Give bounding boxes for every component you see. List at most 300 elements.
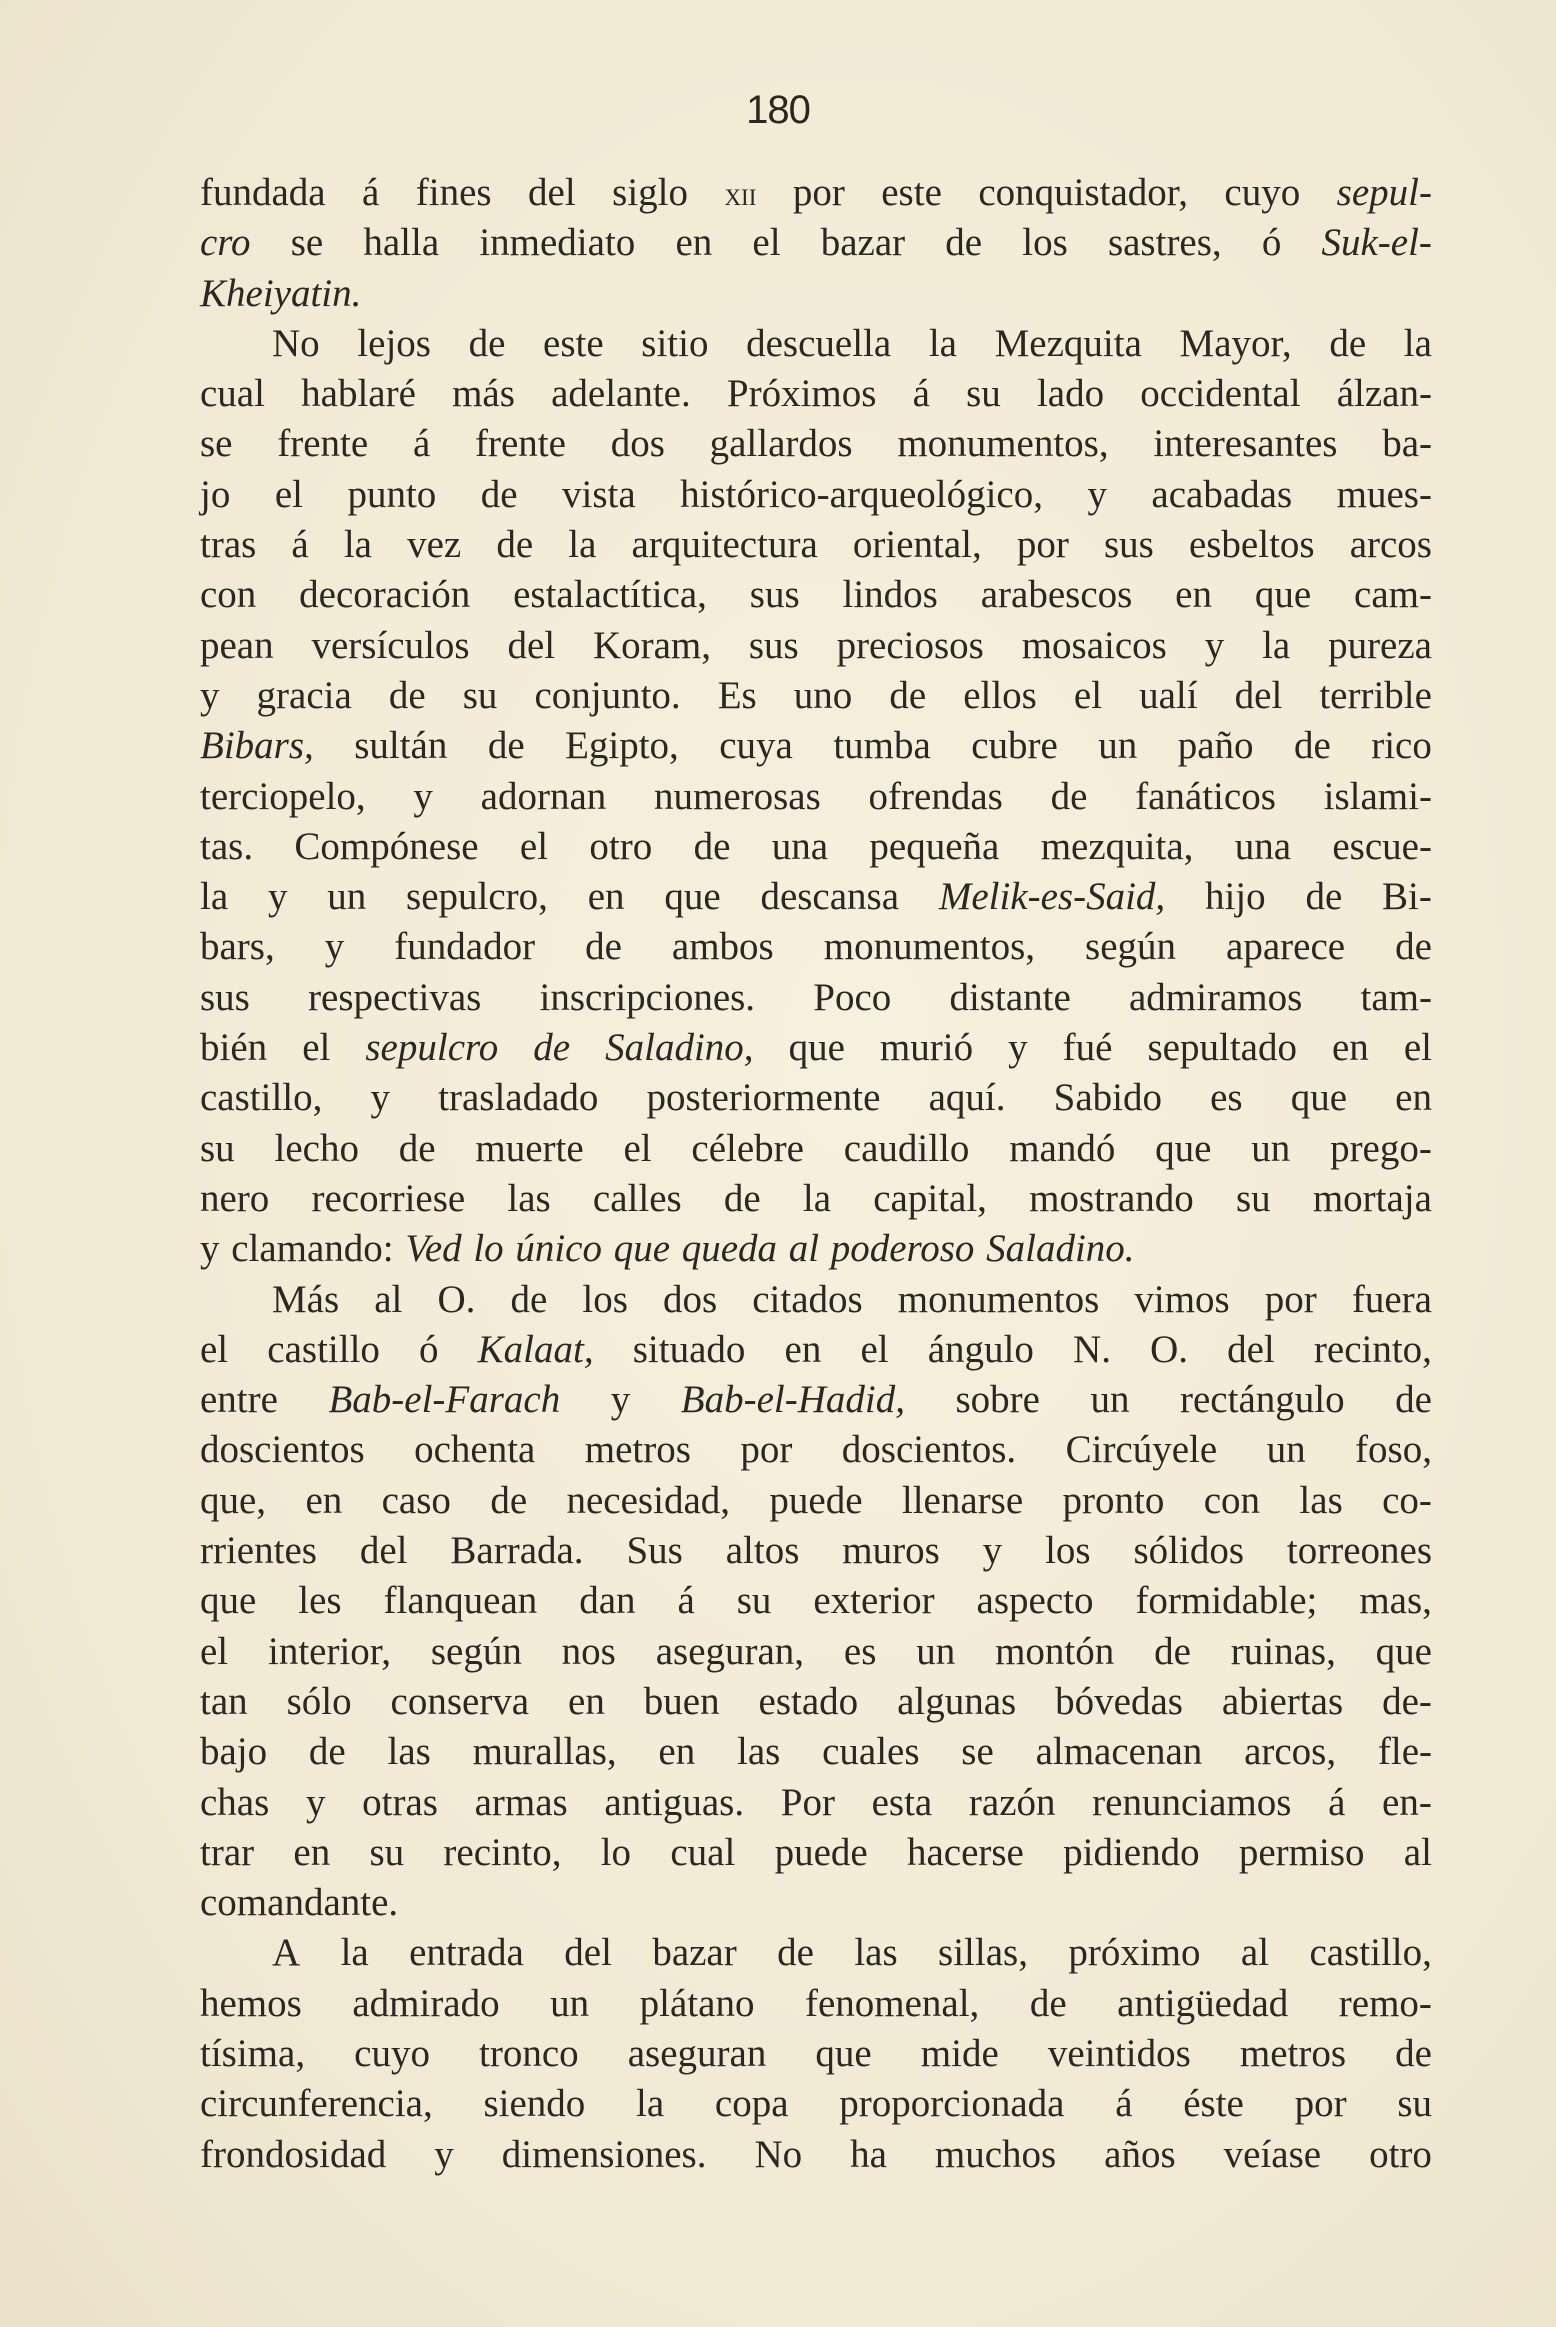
word: fundada <box>200 171 326 214</box>
word: que <box>1155 1126 1212 1170</box>
word: inscripciones. <box>539 975 756 1019</box>
text-line <box>200 168 1432 218</box>
word: una <box>1234 824 1292 868</box>
word: y <box>370 1076 391 1120</box>
word: Por <box>780 1780 835 1824</box>
word: acabadas <box>1151 472 1293 516</box>
word: jo <box>200 472 231 516</box>
word: muchos <box>934 2132 1057 2176</box>
word: se <box>290 221 324 265</box>
word: bajo <box>200 1730 268 1774</box>
word: Es <box>717 673 757 717</box>
word: recinto, <box>443 1830 562 1874</box>
word: su <box>736 1579 772 1623</box>
word: el <box>752 221 781 265</box>
word: xii <box>724 176 757 213</box>
word: circunferencia, <box>200 2082 433 2126</box>
text-line <box>200 1325 1432 1375</box>
text-line <box>200 721 1432 771</box>
word: arcos, <box>1244 1730 1337 1774</box>
word: la <box>568 523 597 567</box>
word: ba- <box>1382 422 1432 466</box>
word: plátano <box>639 1981 755 2025</box>
word: de <box>308 1730 346 1774</box>
word: de <box>510 1277 548 1321</box>
word: de <box>1154 1629 1191 1673</box>
word: algunas <box>897 1679 1017 1723</box>
word: y <box>982 1529 1003 1573</box>
text-line <box>200 872 1432 922</box>
word: del <box>528 171 576 214</box>
word: otro <box>589 824 653 868</box>
word: aseguran <box>627 2031 767 2075</box>
word: prego- <box>1330 1126 1432 1170</box>
word: del <box>1227 1327 1275 1371</box>
word: caso <box>381 1478 451 1522</box>
word: Koram, <box>592 623 712 667</box>
word: permiso <box>1238 1830 1365 1874</box>
word: castillo <box>267 1327 380 1371</box>
word: co- <box>1382 1478 1432 1522</box>
word: versículos <box>311 623 470 667</box>
word: foso, <box>1355 1428 1432 1472</box>
word: del <box>564 1931 612 1975</box>
word: bóvedas <box>1055 1679 1183 1723</box>
word: castillo, <box>1309 1931 1432 1975</box>
word: ó <box>419 1327 439 1371</box>
word: gracia <box>256 673 352 717</box>
text-line <box>200 319 1432 369</box>
word: antigüedad <box>1117 1981 1289 2025</box>
word: del <box>507 623 556 667</box>
word: la <box>802 1176 832 1220</box>
text-line <box>200 1928 1432 1978</box>
word: interesantes <box>1153 422 1338 466</box>
word: flanquean <box>383 1579 538 1623</box>
word: célebre <box>691 1126 804 1170</box>
word: doscientos. <box>841 1428 1017 1472</box>
word: al <box>1240 1931 1270 1975</box>
word: ofrendas <box>868 774 1003 818</box>
word: en <box>568 1679 605 1723</box>
word: mide <box>920 2031 999 2075</box>
word: á <box>1115 2082 1133 2126</box>
text-line <box>200 671 1432 721</box>
text-line <box>200 470 1432 520</box>
text-line <box>200 1275 1432 1325</box>
word: necesidad, <box>566 1478 731 1522</box>
word: álzan- <box>1336 372 1432 416</box>
word: preciosos <box>836 623 984 667</box>
word: murió <box>879 1026 974 1070</box>
word: castillo, <box>200 1076 323 1120</box>
text-line <box>200 520 1432 570</box>
word: dimensiones. <box>501 2132 707 2176</box>
word: inmediato <box>479 221 636 265</box>
text-line <box>200 570 1432 620</box>
word: calles <box>592 1176 682 1220</box>
word: cuyo <box>1224 171 1301 214</box>
word: ualí <box>1139 673 1198 717</box>
word: tan <box>200 1679 248 1723</box>
text-line <box>200 1174 1432 1224</box>
word: nero <box>200 1176 270 1220</box>
word: dos <box>662 1277 718 1321</box>
word: es <box>1210 1076 1243 1120</box>
word: las <box>854 1931 898 1975</box>
word: bazar <box>820 221 906 265</box>
word: y <box>200 673 220 717</box>
word: de <box>723 1176 761 1220</box>
word: del <box>359 1529 408 1573</box>
word: N. <box>1073 1327 1111 1371</box>
word: formidable; <box>1135 1579 1318 1623</box>
word: aquí. <box>928 1076 1006 1120</box>
text-line <box>200 621 1432 671</box>
word: en <box>305 1478 343 1522</box>
word: Poco <box>813 975 892 1019</box>
word: Kheiyatin. <box>200 271 362 315</box>
word: en <box>658 1730 696 1774</box>
word: y <box>267 875 288 919</box>
word: más <box>452 372 515 416</box>
text-line <box>200 1375 1432 1425</box>
word: tronco <box>479 2031 579 2075</box>
word: el <box>1403 1026 1432 1070</box>
word: otras <box>362 1780 438 1824</box>
body-text <box>200 168 1432 2180</box>
word: el <box>200 1629 229 1673</box>
word: sus <box>200 975 250 1019</box>
word: renunciamos <box>1092 1780 1292 1824</box>
word: paño <box>1177 724 1254 768</box>
word: capital, <box>873 1176 987 1220</box>
word: Mayor, <box>1179 321 1292 365</box>
word: fué <box>1062 1026 1113 1070</box>
word: pureza <box>1328 623 1432 667</box>
word: admiramos <box>1128 975 1303 1019</box>
word: conserva <box>390 1679 530 1723</box>
word: antiguas. <box>604 1780 745 1824</box>
word: hemos <box>200 1981 302 2025</box>
word: esta <box>871 1780 933 1824</box>
word: arquitectura <box>631 523 818 567</box>
word: de- <box>1382 1679 1432 1723</box>
word: el <box>519 824 549 868</box>
word: veíase <box>1223 2132 1322 2176</box>
word: cro <box>200 221 251 265</box>
word: doscientos <box>200 1428 365 1472</box>
word: á <box>291 523 309 567</box>
word: O. <box>437 1277 476 1321</box>
word: ruinas, <box>1230 1629 1336 1673</box>
word: de <box>1395 1378 1432 1422</box>
word: aspecto <box>976 1579 1094 1623</box>
word: único <box>515 1227 602 1271</box>
word: fenomenal, <box>804 1981 980 2025</box>
word: un <box>916 1629 956 1673</box>
word: punto <box>347 472 437 516</box>
word: gallardos <box>709 422 853 466</box>
word: por <box>1264 1277 1317 1321</box>
word: sus <box>1103 523 1154 567</box>
word: descansa <box>760 875 900 919</box>
word: tam- <box>1360 975 1432 1019</box>
word: entrada <box>409 1931 524 1975</box>
word: llenarse <box>901 1478 1024 1522</box>
word: la <box>636 2082 665 2126</box>
word: vista <box>562 472 636 516</box>
word: de <box>945 221 983 265</box>
word: y <box>305 1780 326 1824</box>
word: razón <box>968 1780 1056 1824</box>
word: sepulcro <box>365 1026 499 1070</box>
word: trar <box>200 1830 255 1874</box>
word: su <box>1397 2082 1432 2126</box>
word: mezquita, <box>1040 824 1194 868</box>
word: al <box>1403 1830 1432 1874</box>
word: el <box>302 1026 331 1070</box>
word: un <box>1251 1126 1291 1170</box>
word: oriental, <box>852 523 982 567</box>
word: se <box>961 1730 994 1774</box>
word: murallas, <box>472 1730 617 1774</box>
word: armas <box>474 1780 568 1824</box>
word: escue- <box>1332 824 1432 868</box>
text-line <box>200 1627 1432 1677</box>
word: otro <box>1369 2132 1432 2176</box>
word: de <box>1329 321 1367 365</box>
word: hablaré <box>301 372 416 416</box>
word: las <box>387 1730 431 1774</box>
word: frente <box>475 422 566 466</box>
word: cam- <box>1354 573 1432 617</box>
word: lecho <box>274 1126 359 1170</box>
word: numerosas <box>654 774 821 818</box>
word: de <box>487 724 525 768</box>
word: ángulo <box>927 1327 1034 1371</box>
word: estalactítica, <box>513 573 707 617</box>
word: á <box>1328 1780 1346 1824</box>
word: metros <box>1239 2031 1347 2075</box>
word: un <box>1098 724 1138 768</box>
word: de <box>1050 774 1088 818</box>
word: adornan <box>480 774 607 818</box>
word: metros <box>584 1428 691 1472</box>
word: No <box>272 321 320 365</box>
word: Próximos <box>726 372 877 416</box>
word: por <box>1294 2082 1347 2126</box>
word: y <box>200 1227 220 1271</box>
word: mues- <box>1336 472 1432 516</box>
text-line <box>200 1023 1432 1073</box>
word: su <box>966 372 1001 416</box>
word: queda <box>681 1227 777 1271</box>
word: sus <box>748 623 799 667</box>
word: sus <box>749 573 800 617</box>
word: la <box>340 1931 369 1975</box>
word: y <box>1008 1026 1028 1070</box>
word: mosaicos <box>1021 623 1167 667</box>
text-line <box>200 369 1432 419</box>
word: á <box>362 171 380 214</box>
word: las <box>507 1176 551 1220</box>
word: lejos <box>357 321 431 365</box>
word: remo- <box>1338 1981 1432 2025</box>
word: nos <box>561 1629 616 1673</box>
word: de <box>693 824 731 868</box>
word: lo <box>600 1830 632 1874</box>
word: fundador <box>394 925 536 969</box>
word: según <box>430 1629 522 1673</box>
word: sepul- <box>1336 171 1432 214</box>
word: que <box>815 2031 872 2075</box>
word: su <box>369 1830 405 1874</box>
word: dan <box>579 1579 636 1623</box>
word: hijo <box>1204 875 1266 919</box>
word: y <box>1087 472 1107 516</box>
word: descuella <box>746 321 892 365</box>
word: proporcionada <box>839 2082 1065 2126</box>
text-line <box>200 1727 1432 1777</box>
word: que <box>1290 1076 1348 1120</box>
word: frondosidad <box>200 2132 387 2176</box>
text-line <box>200 1425 1432 1475</box>
word: Sus <box>626 1529 683 1573</box>
text-line <box>200 1224 1432 1274</box>
word: fle- <box>1377 1730 1432 1774</box>
word: lado <box>1036 372 1105 416</box>
text-line <box>200 772 1432 822</box>
word: O. <box>1150 1327 1188 1371</box>
word: al <box>374 1277 403 1321</box>
word: muerte <box>475 1126 584 1170</box>
word: Compónese <box>294 824 479 868</box>
word: cual <box>670 1830 736 1874</box>
word: ó <box>1261 221 1282 265</box>
word: su <box>200 1126 235 1170</box>
word: dos <box>610 422 665 466</box>
word: adelante. <box>551 372 691 416</box>
word: cuyo <box>354 2031 430 2075</box>
word: les <box>298 1579 342 1623</box>
text-line <box>200 1124 1432 1174</box>
word: situado <box>632 1327 746 1371</box>
word: muros <box>842 1529 940 1573</box>
word: Bab-el-Farach <box>328 1378 561 1422</box>
word: que <box>664 875 721 919</box>
word: en <box>1332 1026 1369 1070</box>
word: ha <box>850 2132 887 2176</box>
word: este <box>543 321 604 365</box>
word: un <box>1266 1428 1306 1472</box>
word: los <box>582 1277 628 1321</box>
word: que <box>1254 573 1312 617</box>
word: este <box>881 171 942 214</box>
word: conjunto. <box>534 673 681 717</box>
word: abiertas <box>1221 1679 1344 1723</box>
word: de <box>585 925 622 969</box>
word: las <box>736 1730 781 1774</box>
word: No <box>754 2132 803 2176</box>
word: puede <box>774 1830 868 1874</box>
word: á <box>677 1579 695 1623</box>
word: lindos <box>842 573 938 617</box>
word: arabescos <box>980 573 1133 617</box>
word: puede <box>769 1478 863 1522</box>
word: y <box>434 2132 454 2176</box>
word: monumentos, <box>897 422 1109 466</box>
word: de <box>1029 1981 1067 2025</box>
word: de <box>1305 875 1343 919</box>
word: los <box>1045 1529 1091 1573</box>
word: sultán <box>354 724 448 768</box>
word: posteriormente <box>646 1076 881 1120</box>
word: la <box>1403 321 1432 365</box>
word: monumentos, <box>823 925 1035 969</box>
word: siendo <box>483 2082 586 2126</box>
word: un <box>1090 1378 1130 1422</box>
word: vimos <box>1134 1277 1230 1321</box>
word: histórico-arqueológico, <box>680 472 1043 516</box>
word: sillas, <box>938 1931 1028 1975</box>
word: el <box>274 472 303 516</box>
word: terciopelo, <box>200 774 366 818</box>
word: Melik-es-Said, <box>938 875 1166 919</box>
word: buen <box>643 1679 720 1723</box>
text-line <box>200 419 1432 469</box>
text-line <box>200 269 1432 319</box>
word: exterior <box>813 1579 935 1623</box>
word: de <box>468 321 506 365</box>
word: una <box>771 824 829 868</box>
word: según <box>1085 925 1177 969</box>
word: trasladado <box>438 1076 599 1120</box>
word: en <box>293 1830 331 1874</box>
word: lo <box>473 1227 504 1271</box>
word: Bibars, <box>200 724 314 768</box>
word: y <box>324 925 345 969</box>
word: cubre <box>971 724 1058 768</box>
text-line <box>200 973 1432 1023</box>
word: rico <box>1371 724 1432 768</box>
word: ambos <box>671 925 774 969</box>
word: tras <box>200 523 257 567</box>
word: ochenta <box>414 1428 536 1472</box>
word: mandó <box>1009 1126 1116 1170</box>
word: chas <box>200 1780 270 1824</box>
word: siglo <box>612 171 688 214</box>
word: sólidos <box>1133 1529 1244 1573</box>
word: su <box>1235 1176 1271 1220</box>
word: al <box>788 1227 820 1271</box>
word: años <box>1104 2132 1176 2176</box>
word: pronto <box>1062 1478 1165 1522</box>
word: pequeña <box>869 824 1000 868</box>
word: de <box>496 523 534 567</box>
word: distante <box>949 975 1071 1019</box>
word: en <box>1175 573 1212 617</box>
word: cuya <box>719 724 793 768</box>
word: de <box>480 472 518 516</box>
word: de <box>1395 2031 1432 2075</box>
word: se <box>200 422 233 466</box>
word: la <box>1262 623 1291 667</box>
text-line <box>200 1778 1432 1828</box>
word: hacerse <box>906 1830 1024 1874</box>
word: fines <box>415 171 492 214</box>
word: fanáticos <box>1135 774 1276 818</box>
